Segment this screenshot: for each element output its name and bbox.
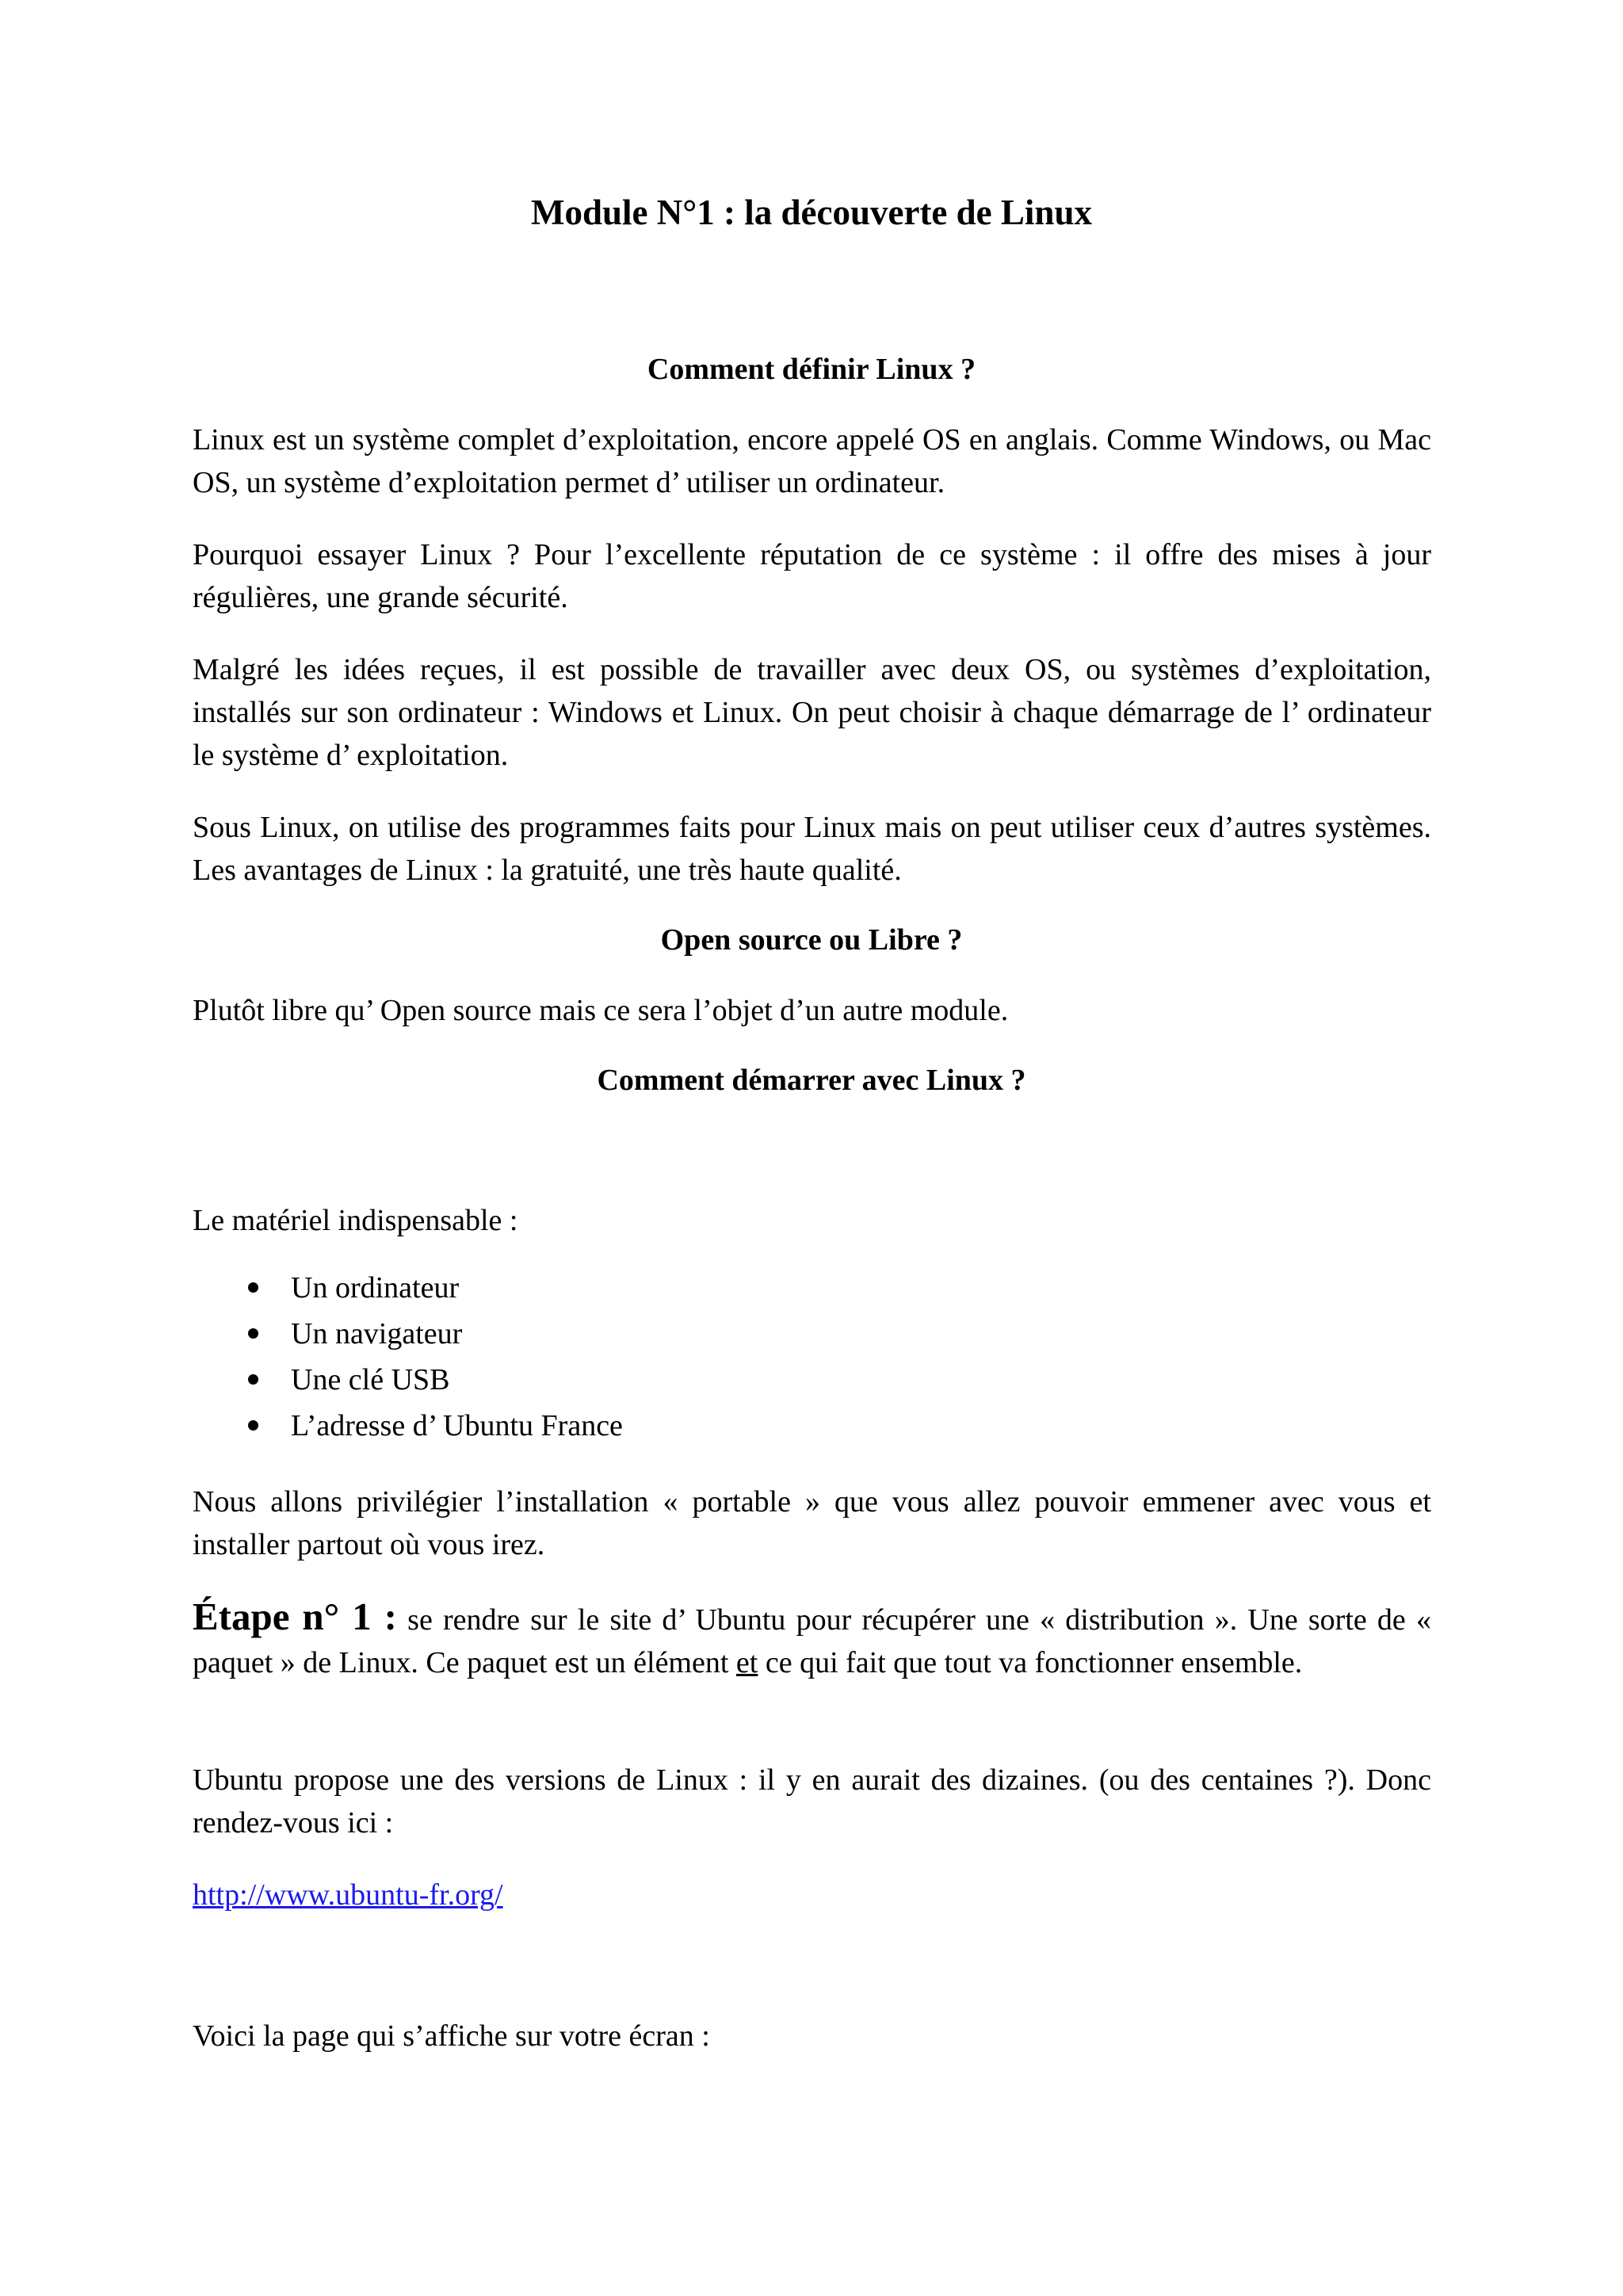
list-item: Un navigateur xyxy=(193,1311,1431,1357)
paragraph-ubuntu: Ubuntu propose une des versions de Linux : il y en aurait des dizaines. (ou des centaines ?). Donc rendez-vous ici : xyxy=(193,1763,1431,1839)
paragraph-materiel-intro: Le matériel indispensable : xyxy=(193,1204,518,1237)
heading-definir-linux: Comment définir Linux ? xyxy=(647,353,976,386)
paragraph-avantages: Sous Linux, on utilise des programmes faits pour Linux mais on peut utiliser ceux d’autres systèmes. Les avantages de Linux : la gratuité, une très haute qualité. xyxy=(193,811,1431,887)
heading-demarrer: Comment démarrer avec Linux ? xyxy=(597,1064,1026,1097)
list-item: L’adresse d’ Ubuntu France xyxy=(193,1403,1431,1449)
paragraph-definition: Linux est un système complet d’exploitation, encore appelé OS en anglais. Comme Windows, ou Mac OS, un système d’exploitation permet d’ utiliser un ordinateur. xyxy=(193,423,1431,499)
materiel-list xyxy=(193,1265,1431,1449)
etape-label: Étape n° 1 : xyxy=(193,1595,397,1638)
list-item: Un ordinateur xyxy=(193,1265,1431,1311)
paragraph-link xyxy=(193,1874,1431,1916)
page-title: Module N°1 : la découverte de Linux xyxy=(531,193,1092,232)
bullet-icon xyxy=(248,1282,258,1293)
ubuntu-fr-link[interactable]: http://www.ubuntu-fr.org/ xyxy=(193,1878,503,1912)
bullet-icon xyxy=(248,1374,258,1385)
heading-open-source: Open source ou Libre ? xyxy=(660,923,963,957)
list-item: Une clé USB xyxy=(193,1357,1431,1403)
paragraph-pourquoi: Pourquoi essayer Linux ? Pour l’excellente réputation de ce système : il offre des mises à jour régulières, une grande sécurité. xyxy=(193,538,1431,614)
paragraph-final: Voici la page qui s’affiche sur votre écran : xyxy=(193,2019,710,2053)
paragraph-libre: Plutôt libre qu’ Open source mais ce sera l’objet d’un autre module. xyxy=(193,994,1009,1027)
paragraph-etape-1: Étape n° 1 : se rendre sur le site d’ Ubuntu pour récupérer une « distribution ». Une sorte de « paquet » de Linux. Ce paquet est un élément et ce qui fait que tout va fonctionner ensemble. xyxy=(193,1595,1431,1679)
bullet-icon xyxy=(248,1420,258,1431)
paragraph-dual-boot: Malgré les idées reçues, il est possible de travailler avec deux OS, ou systèmes d’exploitation, installés sur son ordinateur : Windows et Linux. On peut choisir à chaque démarrage de l’ ordinateur le système d’ exploitation. xyxy=(193,653,1431,772)
bullet-icon xyxy=(248,1328,258,1339)
paragraph-installation: Nous allons privilégier l’installation « portable » que vous allez pouvoir emmener avec vous et installer partout où vous irez. xyxy=(193,1485,1431,1561)
